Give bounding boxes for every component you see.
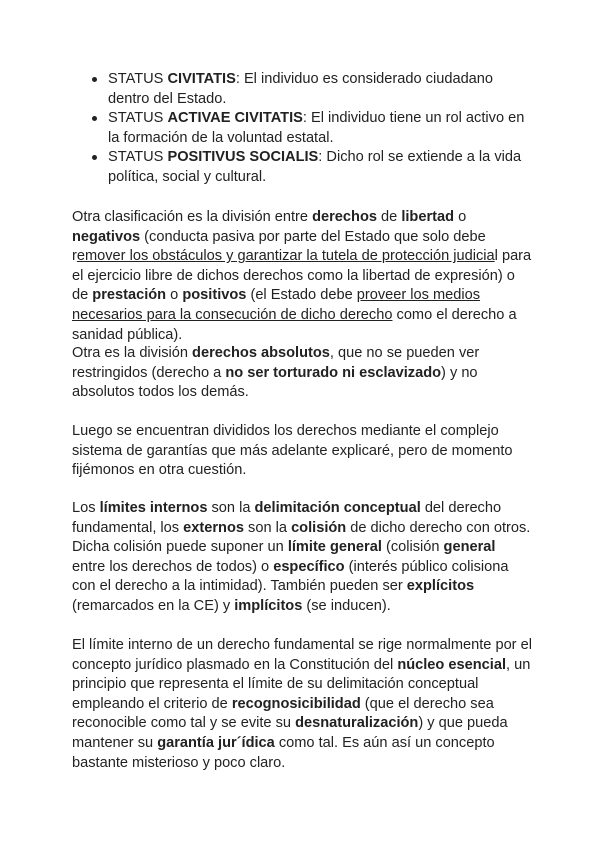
- bold-term: delimitación conceptual: [254, 500, 421, 516]
- bullet-item: [92, 148, 532, 187]
- bold-term: general: [443, 539, 496, 556]
- text-run: (el Estado debe: [246, 287, 357, 304]
- text-run: o: [166, 287, 183, 304]
- bold-term: específico: [273, 558, 345, 575]
- text-run: , que no se pueden ver restringidos (derecho a: [72, 345, 480, 381]
- text-run: : El individuo es considerado ciudadano dentro del Estado.: [108, 71, 494, 107]
- text-run: Otra clasificación es la división entre: [72, 209, 313, 225]
- text-run: como el derecho a sanidad pública).: [72, 306, 517, 343]
- text-run: (conducta pasiva por parte del Estado que solo debe r: [72, 228, 486, 265]
- bold-term: ACTIVAE CIVITATIS: [167, 110, 303, 127]
- bold-term: recognosicibilidad: [231, 695, 361, 712]
- bullet-dot: [92, 77, 97, 82]
- bold-term: CIVITATIS: [167, 71, 236, 87]
- bold-term: derechos: [312, 209, 377, 225]
- text-run: El límite interno de un derecho fundamental se rige normalmente por el concepto jurídico plasmado en la Constitución del: [72, 637, 532, 673]
- text-run: de dicho derecho con otros. Dicha colisión puede suponer un: [72, 519, 531, 556]
- bullet-text: [108, 110, 524, 146]
- bold-term: no ser torturado ni esclavizado: [225, 364, 442, 381]
- bullet-text: [108, 71, 493, 107]
- bold-term: positivos: [182, 287, 247, 304]
- bold-term: núcleo esencial: [397, 656, 507, 673]
- bullet-item: [92, 70, 532, 109]
- text-run: STATUS: [108, 149, 168, 166]
- bold-term: prestación: [92, 287, 167, 304]
- text-run: como tal. Es aún así un concepto bastante misterioso y poco claro.: [72, 734, 495, 771]
- text-run: son la: [244, 519, 292, 536]
- bold-term: explícitos: [406, 578, 475, 595]
- text-run: del derecho fundamental, los: [72, 500, 502, 536]
- paragraph-limites: [72, 499, 532, 617]
- paragraph-nucleo-esencial: [72, 636, 532, 773]
- text-run: l para el ejercicio libre de dichos derechos como la libertad de expresión) o de: [72, 248, 532, 304]
- bold-term: externos: [183, 519, 244, 536]
- paragraph-derechos-absolutos: [72, 344, 532, 403]
- text-run: (interés público colisiona con el derecho a la intimidad). También pueden ser: [72, 558, 509, 595]
- text-run: STATUS: [108, 110, 168, 127]
- bold-term: colisión: [291, 519, 347, 536]
- text-run: (se inducen).: [302, 597, 391, 614]
- bold-term: límite general: [287, 539, 382, 556]
- paragraph-libertad-prestacion: [72, 208, 532, 345]
- text-run: son la: [207, 500, 255, 516]
- text-run: (remarcados en la CE) y: [72, 597, 235, 614]
- text-run: (que el derecho sea reconocible como tal y se evite su: [72, 695, 494, 732]
- bullet-item: [92, 109, 532, 148]
- text-run: : Dicho rol se extiende a la vida política, social y cultural.: [108, 149, 522, 185]
- text-run: : El individuo tiene un rol activo en la formación de la voluntad estatal.: [108, 110, 525, 146]
- underlined-text: emover los obstáculos y garantizar la tutela de protección judicia: [76, 248, 495, 265]
- text-run: Otra es la división: [72, 345, 193, 361]
- text-run: ) y que pueda mantener su: [72, 715, 508, 751]
- bold-term: libertad: [401, 209, 455, 225]
- bold-term: desnaturalización: [295, 715, 419, 732]
- paragraph-garantias: [72, 422, 532, 481]
- text-run: o: [454, 209, 467, 225]
- text-run: entre los derechos de todos) o: [72, 558, 274, 575]
- text-run: de: [376, 209, 402, 225]
- bullet-dot: [92, 155, 97, 160]
- bold-term: límites internos: [99, 500, 208, 516]
- bold-term: negativos: [72, 228, 141, 245]
- text-run: , un principio que representa el límite de su delimitación conceptual empleando el criterio de: [72, 656, 531, 712]
- bold-term: derechos absolutos: [192, 345, 330, 361]
- text-run: STATUS: [108, 71, 168, 87]
- text-run: Luego se encuentran divididos los derechos mediante el complejo sistema de garantías que más adelante explicaré, pero de momento fijémonos en otra cuestión.: [72, 423, 513, 479]
- bold-term: POSITIVUS SOCIALIS: [167, 149, 319, 166]
- bullet-dot: [92, 116, 97, 121]
- bold-term: implícitos: [234, 597, 303, 614]
- status-bullet-list: [92, 70, 532, 188]
- text-run: Los: [72, 500, 100, 516]
- bullet-text: [108, 149, 521, 185]
- text-run: ) y no absolutos todos los demás.: [72, 364, 478, 401]
- text-run: (colisión: [381, 539, 444, 556]
- bold-term: garantía jur´ídica: [157, 734, 275, 751]
- underlined-text: proveer los medios necesarios para la consecución de dicho derecho: [72, 287, 481, 323]
